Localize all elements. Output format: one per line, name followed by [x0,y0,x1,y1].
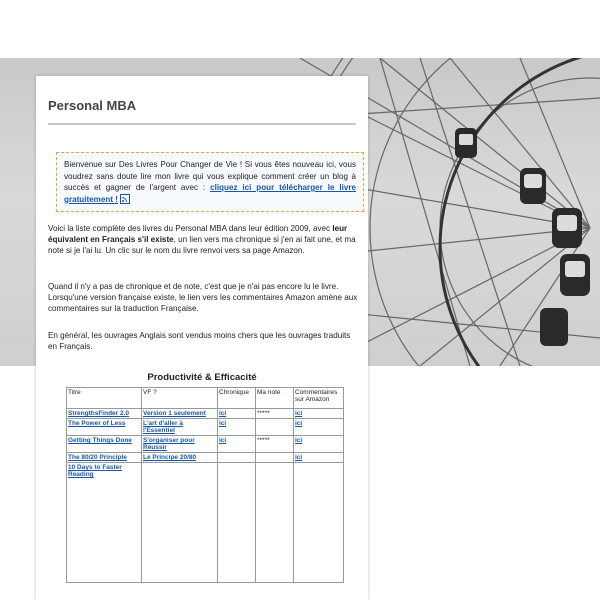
chronique-cell [218,463,256,583]
welcome-notice [56,152,364,212]
header-amazon: Commentaires sur Amazon [294,388,344,409]
book-title-link[interactable]: StrengthsFinder 2.0 [67,409,142,419]
amazon-link[interactable]: ici [294,419,344,436]
notice-text: Bienvenue sur Des Livres Pour Changer de Vie ! Si vous êtes nouveau ici, vous voudrez sans doute lire mon livre qui vous explique comment créer un blog à succès et gagner de l'argent avec : [64,160,356,192]
book-title-link[interactable]: 10 Days to Faster Reading [67,463,142,583]
table-title: Productivité & Efficacité [147,372,257,383]
content-card [36,76,368,600]
intro-paragraph-3: En général, les ouvrages Anglais sont vendus moins chers que les ouvrages traduits en Français. [48,331,351,351]
header-vf: VF ? [142,388,218,409]
rating [256,463,294,583]
intro-bold-text: leur équivalent en Français s'il existe [48,224,348,244]
table-row [67,463,344,583]
chronique-link[interactable]: ici [218,436,256,453]
book-title-link[interactable]: The 80/20 Principle [67,453,142,463]
header-chronique: Chronique [218,388,256,409]
vf-link[interactable]: Le Principe 20/80 [142,453,218,463]
vf-link[interactable]: S'organiser pour Réussir [142,436,218,453]
chronique-cell [218,453,256,463]
intro-text-continued: , un lien vers ma chronique si j'en ai fait une, et ma note si je l'ai lu. Un clic sur le nom du livre renvoi vers sa page Amazon. [48,235,356,255]
chronique-link[interactable]: ici [218,419,256,436]
table-row [67,436,344,453]
table-header-row [67,388,344,409]
books-table [66,387,344,583]
page-title: Personal MBA [48,98,137,113]
download-book-link[interactable]: cliquez ici pour télécharger le livre gratuitement ! [64,183,356,204]
intro-text: Voici la liste complète des livres du Personal MBA dans leur édition 2009, avec [48,224,333,233]
amazon-cell [294,463,344,583]
vf-link[interactable]: Version 1 seulement [142,409,218,419]
rating: ***** [256,409,294,419]
table-row [67,409,344,419]
rss-icon[interactable] [120,194,130,204]
amazon-link[interactable]: ici [294,453,344,463]
header-titre: Titre [67,388,142,409]
table-row [67,453,344,463]
table-row [67,419,344,436]
amazon-link[interactable]: ici [294,409,344,419]
book-title-link[interactable]: The Power of Less [67,419,142,436]
rating: ***** [256,436,294,453]
amazon-link[interactable]: ici [294,436,344,453]
intro-paragraph-2: Quand il n'y a pas de chronique et de note, c'est que je n'ai pas encore lu le livre. Lorsqu'une version française existe, le lien vers les commentaires Amazon amène aux commentaires sur la traduction Française. [48,282,358,313]
rating [256,453,294,463]
book-title-link[interactable]: Getting Things Done [67,436,142,453]
vf-cell [142,463,218,583]
intro-paragraph-1 [48,223,360,256]
rating [256,419,294,436]
title-divider [48,123,356,125]
chronique-link[interactable]: ici [218,409,256,419]
header-note: Ma note [256,388,294,409]
vf-link[interactable]: L'art d'aller à l'Essentiel [142,419,218,436]
